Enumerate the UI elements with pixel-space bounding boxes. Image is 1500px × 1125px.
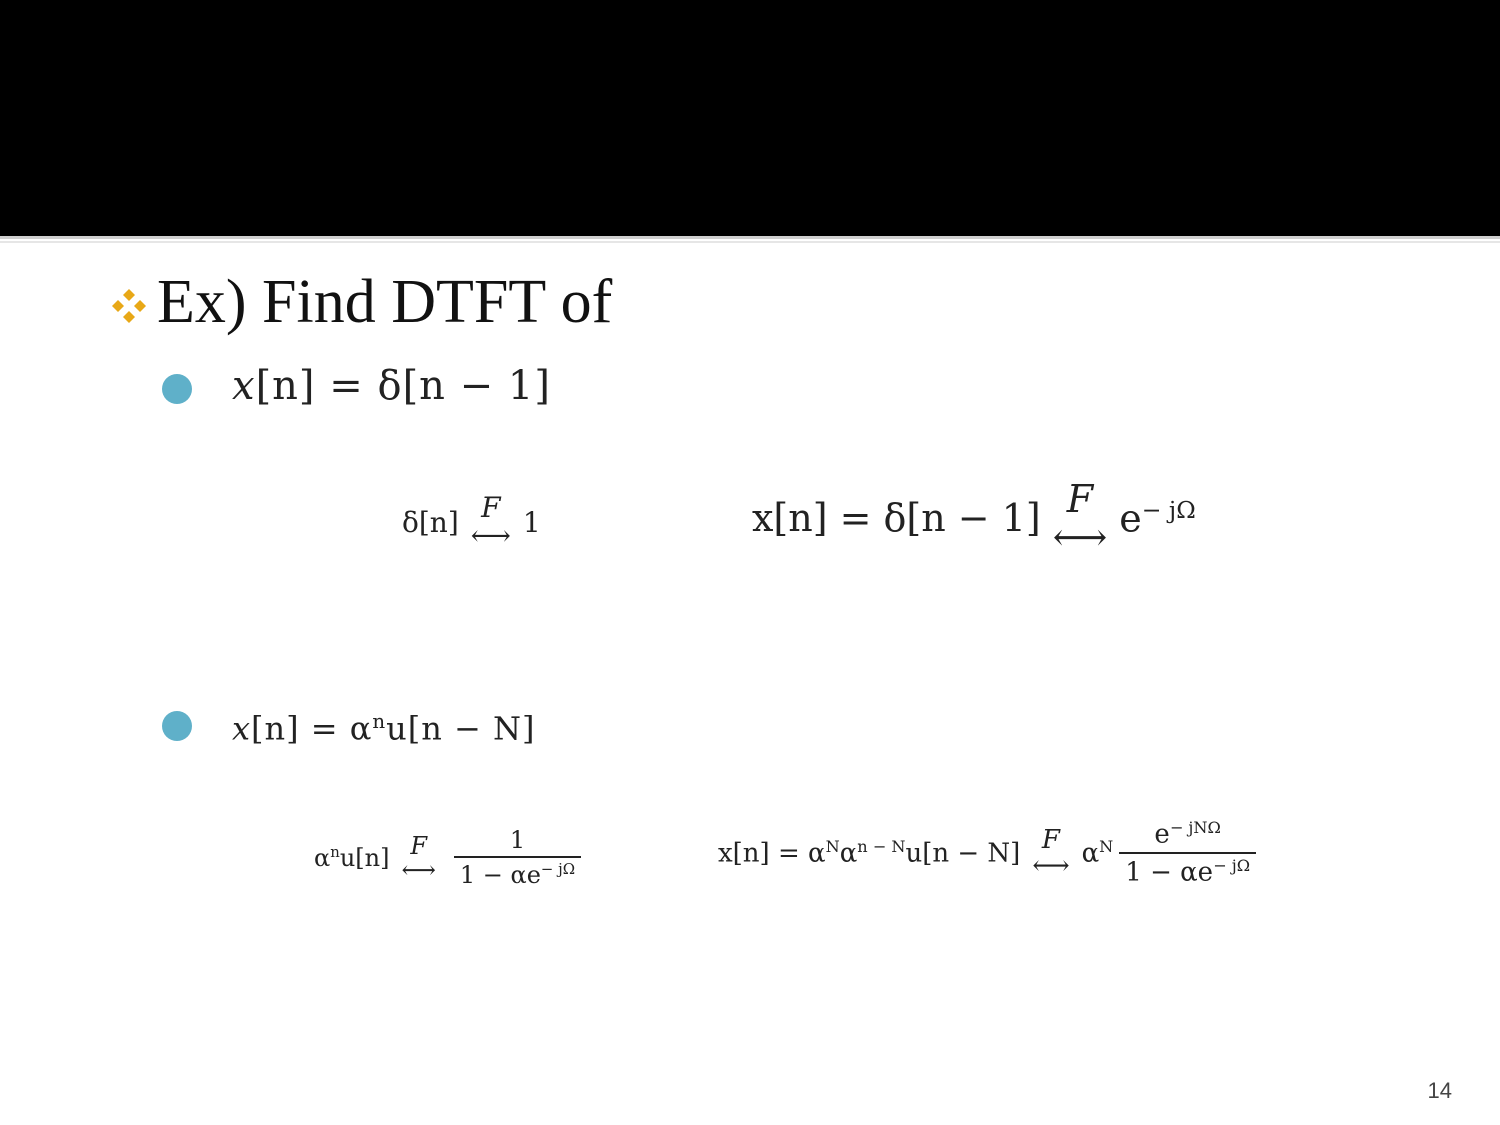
pair-rhs: $e^{- j\Omega}$ — [1119, 495, 1196, 541]
divider-line-secondary — [0, 241, 1500, 243]
bullet-dot-icon — [162, 374, 192, 404]
divider-line — [0, 236, 1500, 239]
transform-pair-shifted-delta — [752, 477, 1196, 559]
pair-lhs: x[n] = δ[n − 1] — [752, 496, 1041, 540]
double-arrow-icon: ⟷ — [401, 855, 436, 884]
double-arrow-icon: ⟷ — [1032, 850, 1070, 881]
slide-heading: Ex) Find DTFT of — [157, 268, 613, 336]
fraction: $\frac{1}{1 - \alpha e^{- j\Omega}}$ — [454, 826, 581, 889]
fourier-arrow: F ⟷ — [1032, 824, 1070, 881]
double-arrow-icon: ⟷ — [1052, 515, 1108, 559]
double-arrow-icon: ⟷ — [470, 519, 511, 552]
fourier-arrow: F ⟷ — [1052, 477, 1108, 559]
page-number: 14 — [1427, 1078, 1452, 1103]
pair-lhs: $\alpha^nu[n]$ — [314, 843, 390, 872]
fraction: $\frac{e^{- jN\Omega}}{1 - \alpha e^{- j\Omega}}$ — [1119, 818, 1256, 887]
fourier-arrow: F ⟷ — [401, 831, 436, 884]
pair-lhs: $x[n] = \alpha^N\alpha^{n - N}u[n - N]$ — [718, 836, 1021, 869]
pair-coefficient: $\alpha^N$ — [1081, 836, 1114, 869]
equation-alpha-step: $x[n] = \alpha^nu[n - N]$ — [232, 709, 536, 748]
transform-pair-delta — [402, 491, 541, 552]
bullet-dot-icon — [162, 711, 192, 741]
pair-lhs: δ[n] — [402, 505, 459, 539]
transform-pair-alpha-step — [314, 826, 581, 889]
transform-pair-shifted-alpha-step — [718, 818, 1256, 887]
title-bar — [0, 0, 1500, 236]
fourier-arrow: F ⟷ — [470, 491, 511, 552]
equation-delta-shift: x[n] = δ[n − 1] — [232, 363, 551, 409]
diamond-bullet-icon — [108, 285, 150, 327]
pair-rhs: 1 — [522, 505, 541, 539]
